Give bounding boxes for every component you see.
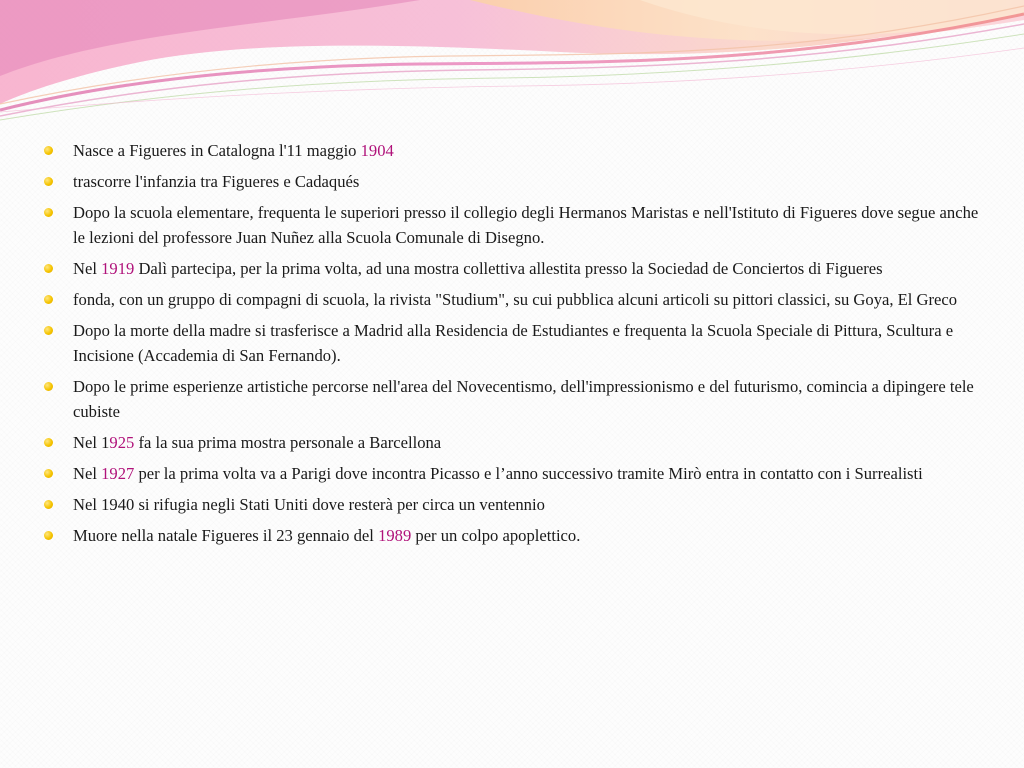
- bullet-icon: [44, 208, 53, 217]
- item-text: per un colpo apoplettico.: [411, 526, 581, 545]
- list-item: [42, 374, 987, 424]
- item-text: Nel: [73, 464, 102, 483]
- item-text: trascorre l'infanzia tra Figueres e Cadaqués: [73, 172, 360, 191]
- bullet-list: [42, 138, 987, 548]
- item-text: Nel: [73, 259, 102, 278]
- bullet-icon: [44, 177, 53, 186]
- list-item: [42, 523, 987, 548]
- item-text: fonda, con un gruppo di compagni di scuola, la rivista "Studium", su cui pubblica alcuni articoli su pittori classici, su Goya, El Greco: [73, 290, 958, 309]
- bullet-icon: [44, 531, 53, 540]
- list-item: [42, 256, 987, 281]
- item-text: Dopo la scuola elementare, frequenta le superiori presso il collegio degli Hermanos Maristas e nell'Istituto di Figueres dove segue anche le lezioni del professore Juan Nuñez alla Scuola Comunale di Disegno.: [73, 203, 979, 247]
- item-text: Dopo la morte della madre si trasferisce a Madrid alla Residencia de Estudiantes e frequenta la Scuola Speciale di Pittura, Scultura e Incisione (Accademia di San Fernando).: [73, 321, 954, 365]
- bullet-icon: [44, 326, 53, 335]
- list-item: [42, 287, 987, 312]
- bullet-icon: [44, 500, 53, 509]
- list-item: [42, 200, 987, 250]
- item-text: per la prima volta va a Parigi dove incontra Picasso e l’anno successivo tramite Mirò entra in contatto con i Surrealisti: [134, 464, 923, 483]
- item-text: Muore nella natale Figueres il 23 gennaio del: [73, 526, 379, 545]
- bullet-icon: [44, 264, 53, 273]
- item-text: Dopo le prime esperienze artistiche percorse nell'area del Novecentismo, dell'impressionismo e del futurismo, comincia a dipingere tele cubiste: [73, 377, 974, 421]
- bullet-icon: [44, 382, 53, 391]
- highlighted-year: 1989: [378, 526, 412, 545]
- bullet-icon: [44, 469, 53, 478]
- bullet-icon: [44, 295, 53, 304]
- list-item: [42, 461, 987, 486]
- item-text: Dalì partecipa, per la prima volta, ad una mostra collettiva allestita presso la Sociedad de Conciertos di Figueres: [134, 259, 883, 278]
- decorative-wave-header: [0, 0, 1024, 130]
- bullet-icon: [44, 146, 53, 155]
- list-item: [42, 138, 987, 163]
- highlighted-year: 1904: [360, 141, 394, 160]
- item-text: fa la sua prima mostra personale a Barcellona: [134, 433, 442, 452]
- highlighted-year: 925: [109, 433, 135, 452]
- highlighted-year: 1927: [101, 464, 135, 483]
- bullet-icon: [44, 438, 53, 447]
- list-item: [42, 318, 987, 368]
- item-text: Nasce a Figueres in Catalogna l'11 maggio: [73, 141, 361, 160]
- list-item: [42, 430, 987, 455]
- item-text: Nel 1940 si rifugia negli Stati Uniti dove resterà per circa un ventennio: [73, 495, 545, 514]
- bullet-content: [42, 138, 987, 554]
- list-item: [42, 169, 987, 194]
- list-item: [42, 492, 987, 517]
- item-text: Nel 1: [73, 433, 110, 452]
- highlighted-year: 1919: [101, 259, 135, 278]
